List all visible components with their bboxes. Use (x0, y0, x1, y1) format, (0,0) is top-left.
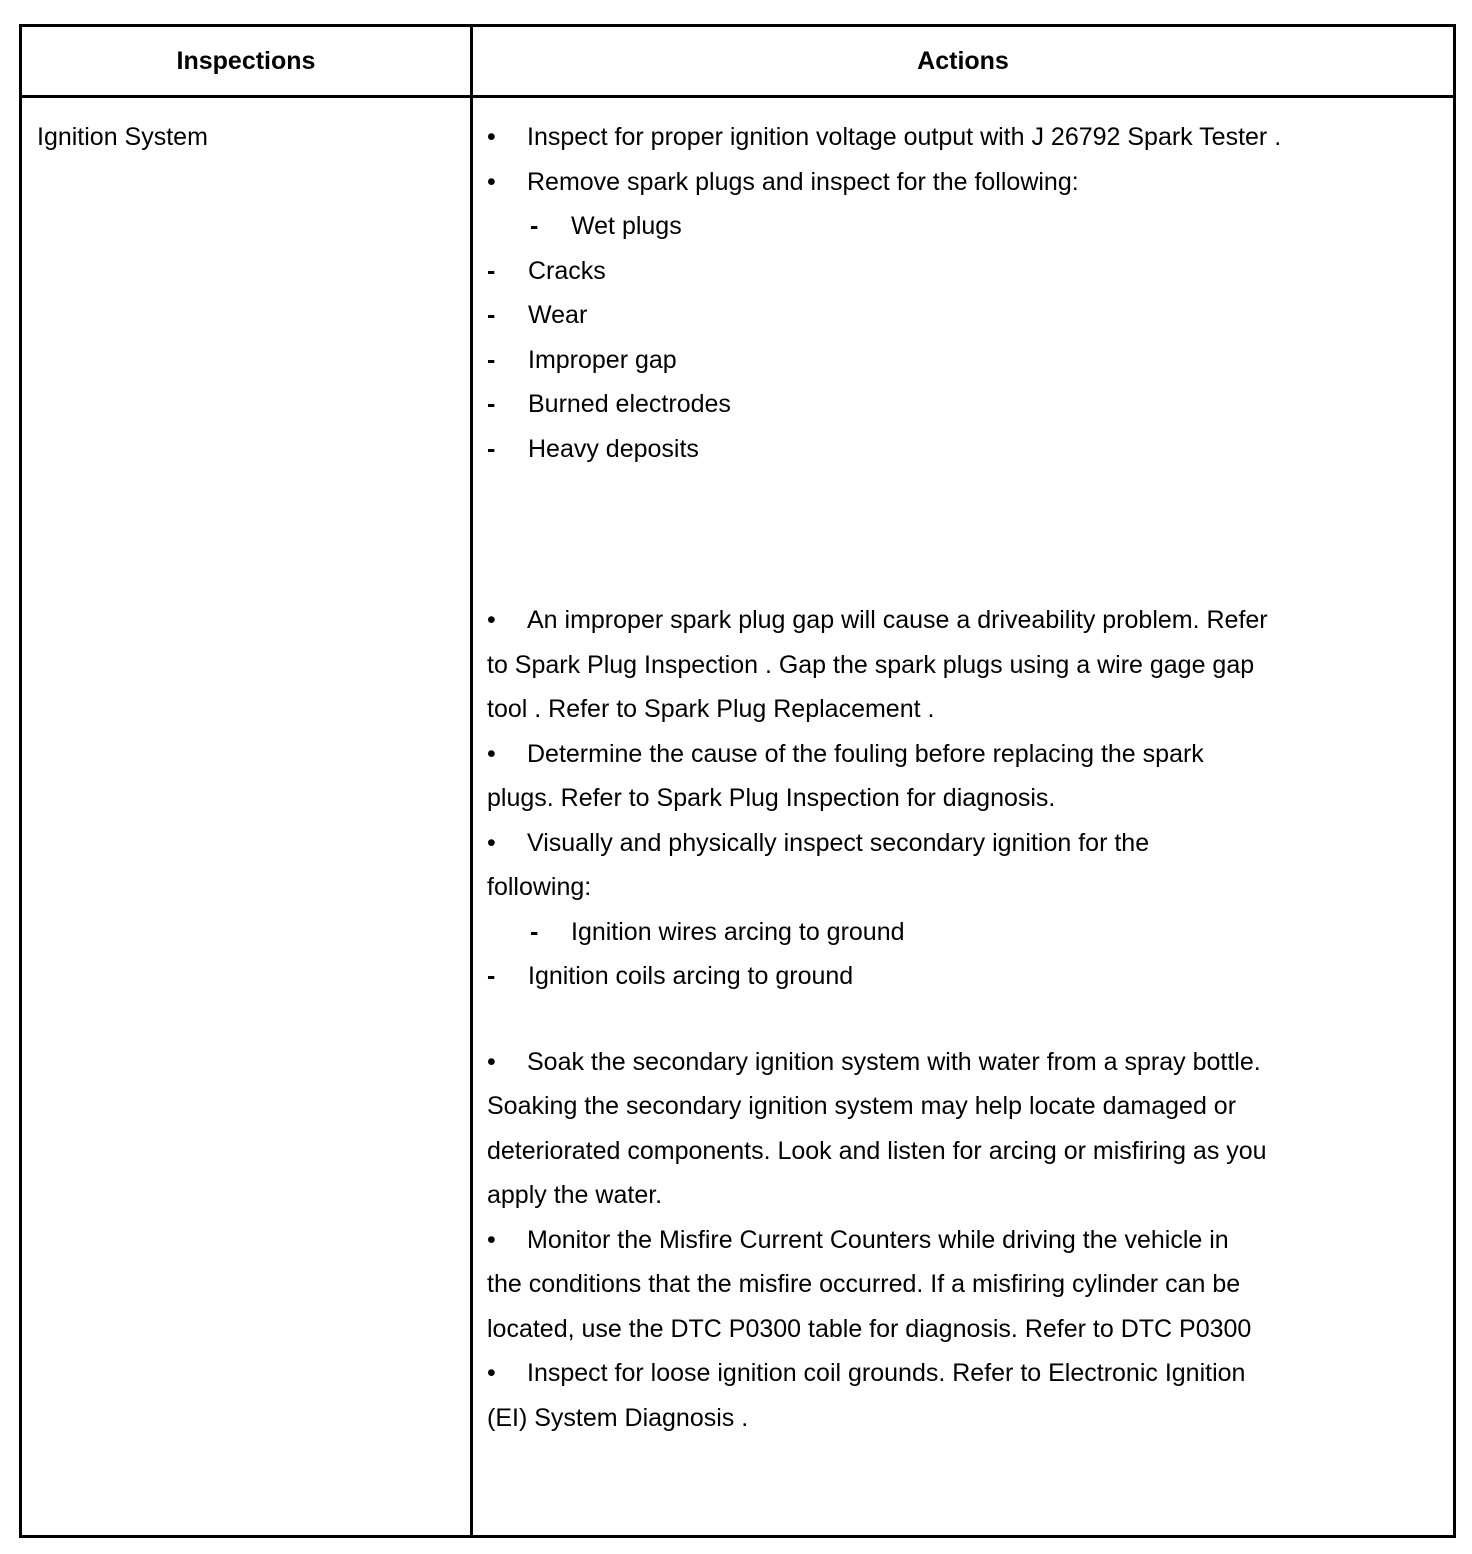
bullet-glyph: • (487, 606, 496, 634)
sub-list-item (487, 382, 1387, 427)
column-divider (470, 27, 473, 1535)
actions-cell (487, 115, 1387, 1440)
action-text: An improper spark plug gap will cause a driveability problem. Refer (527, 606, 1268, 634)
action-text: Remove spark plugs and inspect for the following: (527, 167, 1079, 196)
spacer (487, 471, 1387, 598)
action-continuation: following: (487, 873, 592, 901)
action-item (487, 1218, 1387, 1263)
action-continuation: deteriorated components. Look and listen for arcing or misfiring as you (487, 1136, 1267, 1165)
dash-glyph: - (530, 212, 539, 240)
action-item (487, 115, 1387, 160)
action-text: Inspect for proper ignition voltage output with J 26792 Spark Tester . (527, 123, 1282, 151)
action-continuation: (EI) System Diagnosis . (487, 1403, 749, 1432)
bullet-glyph: • (487, 123, 496, 151)
sub-item-text: Ignition wires arcing to ground (571, 917, 905, 946)
action-item (487, 1351, 1387, 1396)
action-continuation: tool . Refer to Spark Plug Replacement . (487, 695, 935, 723)
sub-item-text: Wear (528, 301, 588, 329)
header-actions: Actions (917, 46, 1009, 75)
sub-list-item (487, 954, 1387, 999)
action-continuation: to Spark Plug Inspection . Gap the spark plugs using a wire gage gap (487, 650, 1255, 679)
sub-list-item (487, 910, 1387, 955)
bullet-glyph: • (487, 167, 496, 196)
sub-item-text: Heavy deposits (528, 434, 699, 463)
bullet-glyph: • (487, 1225, 496, 1254)
spacer (487, 999, 1387, 1040)
dash-glyph: - (487, 390, 496, 418)
sub-item-text: Burned electrodes (528, 390, 731, 418)
sub-item-text: Ignition coils arcing to ground (528, 962, 854, 990)
sub-item-text: Improper gap (528, 345, 677, 374)
header-divider (22, 95, 1453, 98)
action-item (487, 1040, 1387, 1085)
action-item (487, 732, 1387, 777)
action-continuation: apply the water. (487, 1181, 663, 1209)
dash-glyph: - (487, 301, 496, 329)
diagnostic-table (19, 24, 1456, 1538)
header-inspections: Inspections (176, 46, 316, 75)
dash-glyph: - (487, 962, 496, 990)
dash-glyph: - (487, 345, 496, 374)
action-continuation: Soaking the secondary ignition system may help locate damaged or (487, 1092, 1237, 1120)
bullet-glyph: • (487, 828, 496, 857)
sub-item-text: Cracks (528, 256, 606, 285)
dash-glyph: - (487, 434, 496, 463)
action-item (487, 598, 1387, 643)
action-continuation: the conditions that the misfire occurred. If a misfiring cylinder can be (487, 1270, 1241, 1298)
inspection-label: Ignition System (37, 123, 208, 151)
dash-glyph: - (530, 917, 539, 946)
bullet-glyph: • (487, 1047, 496, 1076)
sub-list-item (487, 293, 1387, 338)
bullet-glyph: • (487, 739, 496, 768)
sub-item-text: Wet plugs (571, 212, 682, 240)
action-text: Monitor the Misfire Current Counters while driving the vehicle in (527, 1225, 1229, 1254)
action-text: Inspect for loose ignition coil grounds. Refer to Electronic Ignition (527, 1359, 1246, 1387)
action-text: Determine the cause of the fouling before replacing the spark (527, 739, 1204, 768)
dash-glyph: - (487, 256, 496, 285)
action-text: Visually and physically inspect secondary ignition for the (527, 828, 1150, 857)
bullet-glyph: • (487, 1359, 496, 1387)
sub-list-item (487, 249, 1387, 294)
sub-list-item (487, 338, 1387, 383)
sub-list-item (487, 427, 1387, 472)
sub-list-item (487, 204, 1387, 249)
action-continuation: plugs. Refer to Spark Plug Inspection for diagnosis. (487, 784, 1056, 812)
action-text: Soak the secondary ignition system with water from a spray bottle. (527, 1047, 1261, 1076)
action-item (487, 821, 1387, 866)
action-continuation: located, use the DTC P0300 table for diagnosis. Refer to DTC P0300 (487, 1314, 1252, 1343)
inspection-cell (37, 115, 208, 160)
action-item (487, 160, 1387, 205)
